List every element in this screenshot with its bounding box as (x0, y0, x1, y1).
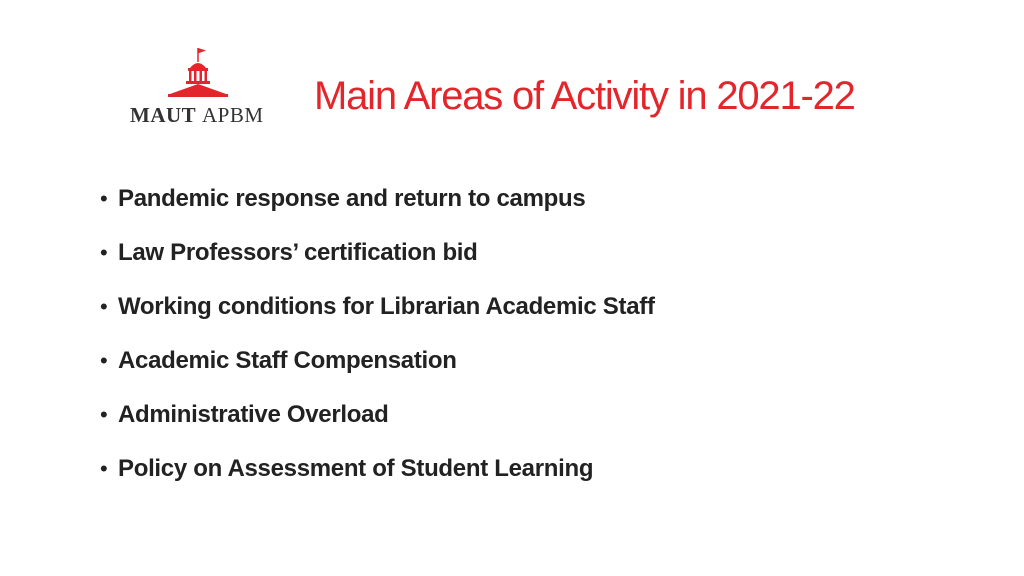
bullet-text: Pandemic response and return to campus (118, 185, 586, 212)
bullet-dot-icon: • (100, 456, 108, 481)
bullet-dot-icon: • (100, 240, 108, 265)
bullet-item (100, 280, 655, 334)
bullet-item (100, 334, 655, 388)
bullet-item (100, 442, 655, 496)
bullet-text: Working conditions for Librarian Academic Staff (118, 293, 655, 320)
slide-title: Main Areas of Activity in 2021-22 (314, 74, 855, 118)
bullet-dot-icon: • (100, 402, 108, 427)
bullet-dot-icon: • (100, 186, 108, 211)
bullet-item (100, 172, 655, 226)
bullet-dot-icon: • (100, 294, 108, 319)
logo-text-maut: MAUT (130, 103, 197, 127)
bullet-item (100, 388, 655, 442)
maut-apbm-logo (126, 44, 268, 128)
bullet-text: Policy on Assessment of Student Learning (118, 455, 594, 482)
bullet-dot-icon: • (100, 348, 108, 373)
bullet-item (100, 226, 655, 280)
bullet-text: Law Professors’ certification bid (118, 239, 478, 266)
bullet-text: Academic Staff Compensation (118, 347, 457, 374)
bullet-list (100, 172, 655, 496)
logo-text-apbm: APBM (202, 103, 264, 127)
bullet-text: Administrative Overload (118, 401, 389, 428)
